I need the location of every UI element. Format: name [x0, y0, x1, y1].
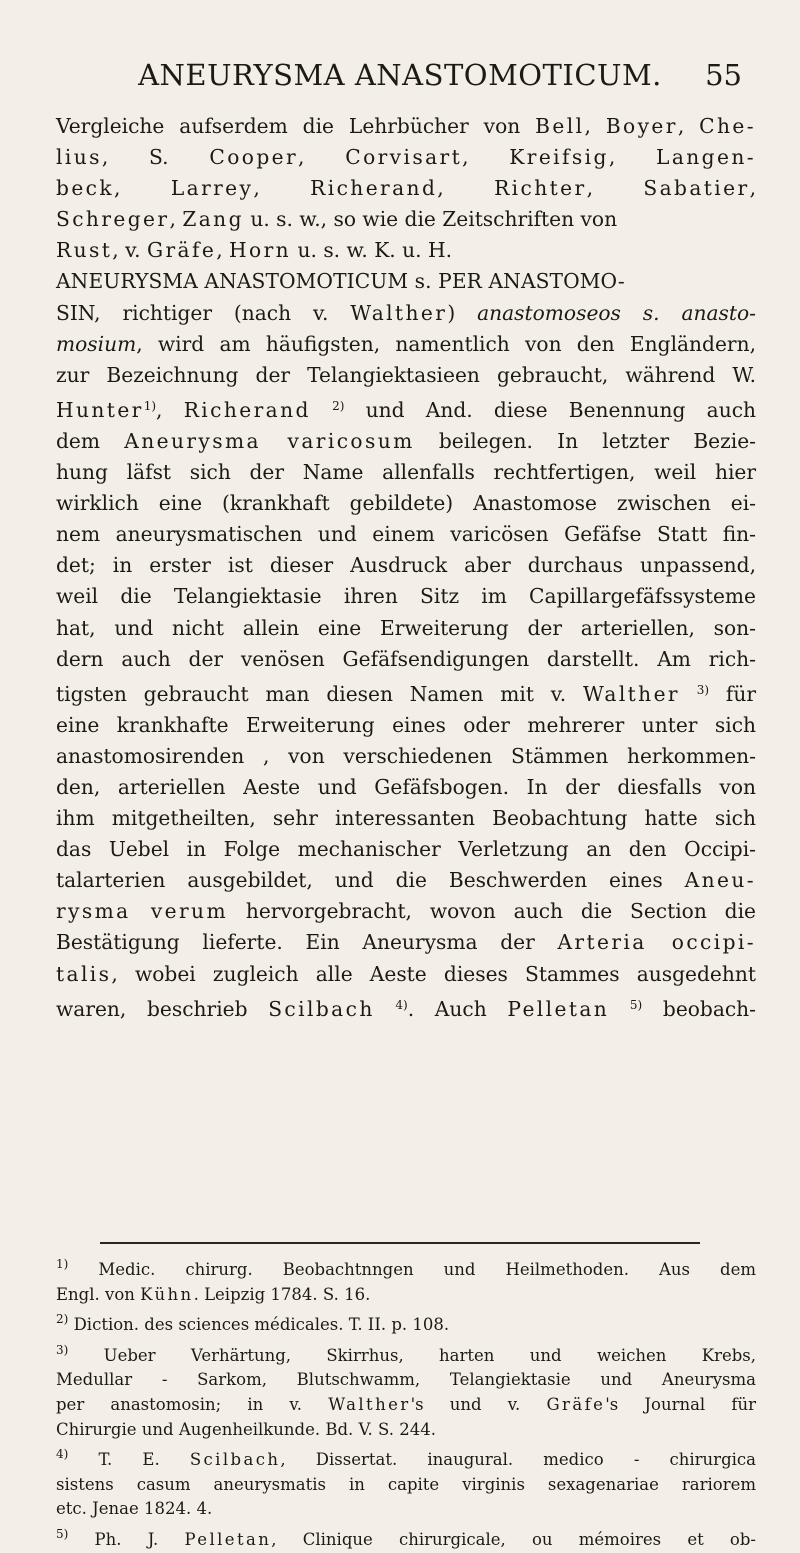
footnote-segment: Chirurgie und Augenheilkunde. Bd. V. S. 244. [56, 1419, 436, 1439]
body-segment: Zang [182, 207, 244, 232]
footnote-line [56, 1283, 756, 1308]
page-header [0, 58, 800, 108]
body-segment: das Uebel in Folge mechanischer Verletzung an den Occipi- [56, 837, 756, 862]
body-line [56, 803, 756, 834]
footnote-line [56, 1368, 756, 1393]
body-segment: Scilbach [268, 996, 375, 1021]
body-segment: , [584, 114, 606, 138]
footnote-segment: 's und v. [410, 1394, 547, 1414]
body-segment: Langen- [656, 145, 756, 170]
body-segment: waren, beschrieb [56, 996, 269, 1021]
footnote-segment: Scilbach [189, 1450, 281, 1470]
body-line [56, 990, 756, 1025]
body-segment: Aneu- [684, 868, 756, 893]
body-segment: beilegen. In letzter Bezie- [414, 428, 756, 453]
body-segment: SIN, richtiger (nach v. [56, 300, 351, 325]
body-line [56, 896, 756, 927]
body-line [56, 266, 756, 297]
body-segment: hervorgebracht, wovon auch die Section die [228, 899, 756, 924]
body-segment: ANEURYSMA ANASTOMOTICUM s. PER ANASTOMO- [56, 269, 625, 294]
body-segment: Walther [350, 300, 448, 325]
body-segment: talis [56, 961, 112, 986]
body-segment: hat, und nicht allein eine Erweiterung der arteriellen, son- [56, 615, 756, 640]
footnote-line [56, 1393, 756, 1418]
main-text [56, 111, 756, 1025]
body-segment: , [677, 114, 700, 138]
footnote-line [56, 1522, 756, 1553]
body-segment [311, 398, 332, 422]
body-segment: , [749, 176, 756, 201]
body-segment: , [298, 145, 346, 170]
body-segment: zur Bezeichnung der Telangiektasieen gebraucht, während W. [56, 362, 756, 387]
body-segment: dern auch der venösen Gefäfsendigungen darstellt. Am rich- [56, 646, 756, 671]
body-segment: , [156, 397, 184, 422]
body-segment: 1) [143, 398, 157, 413]
body-segment: Richerand [310, 176, 438, 201]
body-segment: nem aneurysmatischen und einem varicösen Gefäfse Statt fin- [56, 522, 756, 547]
body-segment: den, arteriellen Aeste und Gefäfsbogen. In der diesfalls von [56, 774, 756, 799]
body-segment: 5) [629, 997, 643, 1012]
footnote-segment: Pelletan [184, 1529, 272, 1549]
body-segment: ihm mitgetheilten, sehr interessanten Beobachtung hatte sich [56, 806, 756, 831]
footnote-segment: 3) [56, 1342, 69, 1357]
footnote-line [56, 1442, 756, 1473]
body-segment: talarterien ausgebildet, und die Beschwerden eines [56, 868, 685, 893]
body-line [56, 391, 756, 426]
footnote-segment: Ph. J. [68, 1529, 185, 1549]
body-segment: 2) [332, 398, 345, 413]
body-line [56, 834, 756, 865]
body-segment: Kreifsig [509, 145, 609, 170]
body-line [56, 426, 756, 457]
footnote-rule [100, 1242, 700, 1244]
body-segment: Cooper [209, 145, 299, 170]
body-segment: u. s. w., so wie die Zeitschriften von [243, 207, 618, 232]
body-line [56, 675, 756, 710]
body-segment: rysma verum [56, 899, 228, 924]
body-segment: anastomosirenden , von verschiedenen Stämmen herkommen- [56, 743, 756, 768]
body-line [56, 360, 756, 391]
body-segment: Richter [494, 176, 587, 201]
body-line [56, 772, 756, 803]
footnote-segment: 2) [56, 1312, 69, 1327]
footnote-segment: , Dissertat. inaugural. medico - chirurgica [280, 1450, 756, 1470]
footnote-line [56, 1338, 756, 1369]
body-segment: Sabatier [643, 176, 750, 201]
footnotes [56, 1252, 756, 1553]
footnote-segment: sistens casum aneurysmatis in capite virginis sexagenariae rariorem [56, 1474, 756, 1494]
body-line [56, 550, 756, 581]
body-line [56, 298, 756, 329]
footnote-segment: Engl. von [56, 1284, 141, 1304]
body-segment: hung läfst sich der Name allenfalls rechtfertigen, weil hier [56, 460, 756, 485]
footnote-segment: , Clinique chirurgicale, ou mémoires et ob- [271, 1529, 756, 1549]
body-segment: , [253, 176, 311, 201]
body-segment: , wobei zugleich alle Aeste dieses Stammes ausgedehnt [111, 961, 756, 986]
body-segment: Rust [56, 238, 113, 263]
footnote-segment: Medullar - Sarkom, Blutschwamm, Telangiektasie und Aneurysma [56, 1370, 756, 1390]
body-segment: Arteria occipi- [557, 930, 756, 955]
body-line [56, 235, 756, 266]
page-number: 55 [705, 58, 742, 92]
footnote-segment: Ueber Verhärtung, Skirrhus, harten und weichen Krebs, [68, 1345, 756, 1365]
body-line [56, 488, 756, 519]
footnote-line [56, 1497, 756, 1522]
body-segment: , [586, 176, 644, 201]
body-segment: , [114, 176, 171, 201]
body-segment: , [608, 145, 657, 170]
body-segment: Bell [535, 114, 585, 138]
footnote-segment: Gräfe [546, 1394, 606, 1414]
body-segment: tigsten gebraucht man diesen Namen mit v. [56, 681, 583, 706]
body-segment: lius [56, 145, 102, 170]
body-segment: , [216, 238, 230, 263]
footnote-segment: Medic. chirurg. Beobachtnngen und Heilmethoden. Aus dem [68, 1260, 756, 1279]
body-line [56, 644, 756, 675]
body-segment: beobach- [642, 996, 757, 1021]
body-segment: 3) [696, 682, 710, 697]
body-line [56, 581, 756, 612]
body-segment: Larrey [170, 176, 254, 201]
body-line [56, 142, 756, 173]
body-line [56, 111, 756, 142]
body-segment: Pelletan [507, 996, 610, 1021]
body-segment: , v. [112, 238, 147, 263]
footnote-segment: Walther [328, 1394, 411, 1414]
body-segment: u. s. w. K. u. H. [291, 238, 452, 263]
body-segment: eine krankhafte Erweiterung eines oder mehrerer unter sich [56, 712, 756, 737]
body-line [56, 329, 756, 360]
body-segment: anastomoseos s. anasto- [477, 300, 756, 325]
body-segment: dem [56, 428, 125, 453]
body-segment: det; in erster ist dieser Ausdruck aber durchaus unpassend, [56, 553, 756, 578]
body-segment: Walther [582, 681, 680, 706]
body-segment: Richerand [183, 397, 311, 422]
body-segment: für [709, 681, 756, 706]
footnote-segment: . Leipzig 1784. S. 16. [193, 1284, 371, 1304]
footnote-line [56, 1252, 756, 1283]
footnote-segment: per anastomosin; in v. [56, 1394, 329, 1414]
body-line [56, 613, 756, 644]
body-line [56, 865, 756, 896]
body-segment: Schreger [56, 207, 170, 232]
body-segment: Che- [699, 114, 756, 138]
body-segment: Gräfe [146, 238, 217, 263]
body-segment: , wird am häufigsten, namentlich von den Engländern, [136, 331, 756, 356]
body-segment: Bestätigung lieferte. Ein Aneurysma der [56, 930, 558, 955]
running-title: ANEURYSMA ANASTOMOTICUM. [138, 58, 662, 92]
footnote-segment: 1) [56, 1257, 69, 1271]
body-line [56, 710, 756, 741]
footnote-line [56, 1473, 756, 1498]
body-segment: beck [56, 176, 115, 201]
footnote-segment: Diction. des sciences médicales. T. II. p. 108. [68, 1315, 450, 1335]
body-line [56, 204, 756, 235]
body-line [56, 173, 756, 204]
body-segment: ) [447, 300, 478, 325]
body-line [56, 741, 756, 772]
body-line [56, 927, 756, 958]
body-segment: Hunter [56, 397, 144, 422]
body-segment: Horn [229, 238, 292, 263]
body-segment: , [437, 176, 495, 201]
footnote-line [56, 1307, 756, 1338]
body-line [56, 959, 756, 990]
body-segment: Corvisart [345, 145, 463, 170]
body-segment: und And. diese Benennung auch [344, 397, 756, 422]
body-segment: . Auch [407, 996, 508, 1021]
footnote-segment: Kühn [140, 1284, 194, 1304]
body-segment: 4) [395, 997, 408, 1012]
body-segment: weil die Telangiektasie ihren Sitz im Capillargefäfssysteme [56, 584, 756, 609]
body-segment [609, 997, 630, 1021]
footnote-segment: T. E. [68, 1450, 190, 1470]
body-segment [680, 682, 697, 706]
body-line [56, 457, 756, 488]
body-line [56, 519, 756, 550]
body-segment: Vergleiche aufserdem die Lehrbücher von [56, 114, 536, 138]
footnote-segment: etc. Jenae 1824. 4. [56, 1499, 213, 1519]
body-segment: Aneurysma varicosum [124, 428, 415, 453]
body-segment: wirklich eine (krankhaft gebildete) Anastomose zwischen ei- [56, 491, 756, 516]
body-segment: , [169, 207, 183, 232]
footnote-segment: 5) [56, 1526, 69, 1541]
footnote-segment: 4) [56, 1447, 69, 1462]
body-segment [375, 997, 396, 1021]
body-segment: mosium [56, 331, 137, 356]
body-segment: Boyer [605, 114, 678, 138]
footnote-line [56, 1418, 756, 1443]
body-segment: , S. [101, 145, 210, 170]
footnote-segment: 's Journal für [605, 1394, 756, 1414]
body-segment: , [462, 145, 510, 170]
